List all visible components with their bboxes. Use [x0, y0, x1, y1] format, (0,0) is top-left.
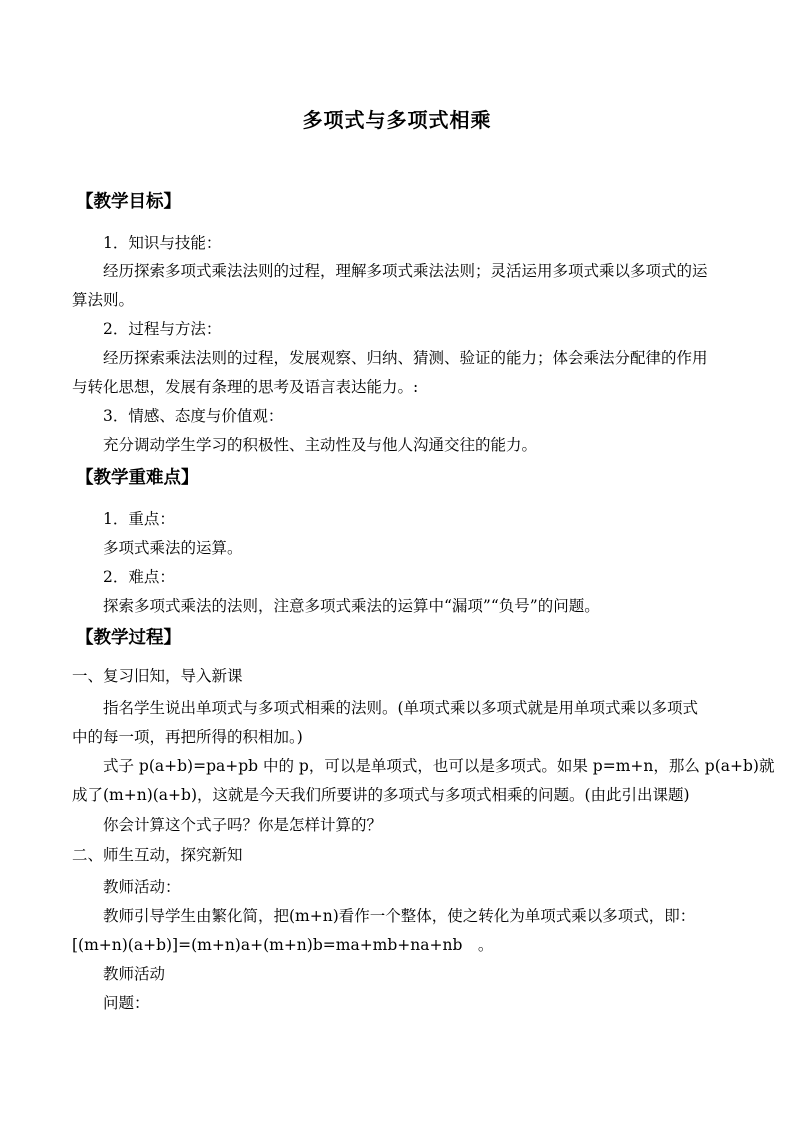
key-points-item1-label: 1．重点： [103, 510, 175, 528]
process-part2-teacher-activity-2: 教师活动 [103, 965, 166, 983]
goals-item3-label: 3．情感、态度与价值观： [103, 407, 284, 425]
process-part1-paragraph3: 你会计算这个式子吗？你是怎样计算的？ [103, 816, 383, 834]
section-heading-key-points: 【教学重难点】 [76, 468, 199, 488]
goals-item2-text-line1: 经历探索乘法法则的过程，发展观察、归纳、猜测、验证的能力；体会乘法分配律的作用 [103, 349, 708, 367]
goals-item1-label: 1．知识与技能： [103, 234, 222, 252]
goals-item2-text-line2: 与转化思想，发展有条理的思考及语言表达能力。: [72, 378, 419, 396]
key-points-item2-text: 探索多项式乘法的法则，注意多项式乘法的运算中“漏项”“负号”的问题。 [103, 597, 600, 615]
key-points-item2-label: 2．难点： [103, 568, 175, 586]
process-part1-paragraph2-line2: 成了(m+n)(a+b)，这就是今天我们所要讲的多项式与多项式相乘的问题。(由此引出课题) [72, 786, 690, 804]
goals-item3-text: 充分调动学生学习的积极性、主动性及与他人沟通交往的能力。 [103, 436, 538, 454]
goals-item1-text-line2: 算法则。 [72, 291, 135, 309]
process-part2-paragraph1-line2: [(m+n)(a+b)]=(m+n)a+(m+n)b=ma+mb+na+nb 。 [72, 936, 494, 954]
process-part2-teacher-activity-1: 教师活动： [103, 878, 181, 896]
section-heading-goals: 【教学目标】 [76, 192, 181, 212]
process-part1-paragraph1-line1: 指名学生说出单项式与多项式相乘的法则。(单项式乘以多项式就是用单项式乘以多项式 [103, 699, 699, 717]
process-part1-paragraph2-line1: 式子 p(a+b)=pa+pb 中的 p，可以是单项式，也可以是多项式。如果 p=m+n，那么 p(a+b)就 [103, 757, 775, 775]
goals-item1-text-line1: 经历探索多项式乘法法则的过程，理解多项式乘法法则；灵活运用多项式乘以多项式的运 [103, 262, 708, 280]
goals-item2-label: 2．过程与方法： [103, 320, 222, 338]
section-heading-process: 【教学过程】 [76, 628, 181, 648]
process-part2-title: 二、师生互动，探究新知 [72, 846, 243, 864]
process-part2-paragraph1-line1: 教师引导学生由繁化简，把(m+n)看作一个整体，使之转化为单项式乘以多项式，即： [103, 907, 696, 925]
process-part1-paragraph1-line2: 中的每一项，再把所得的积相加。) [72, 728, 303, 746]
process-part1-title: 一、复习旧知，导入新课 [72, 667, 243, 685]
document-title: 多项式与多项式相乘 [302, 108, 492, 132]
key-points-item1-text: 多项式乘法的运算。 [103, 539, 243, 557]
process-part2-question-label: 问题： [103, 994, 150, 1012]
